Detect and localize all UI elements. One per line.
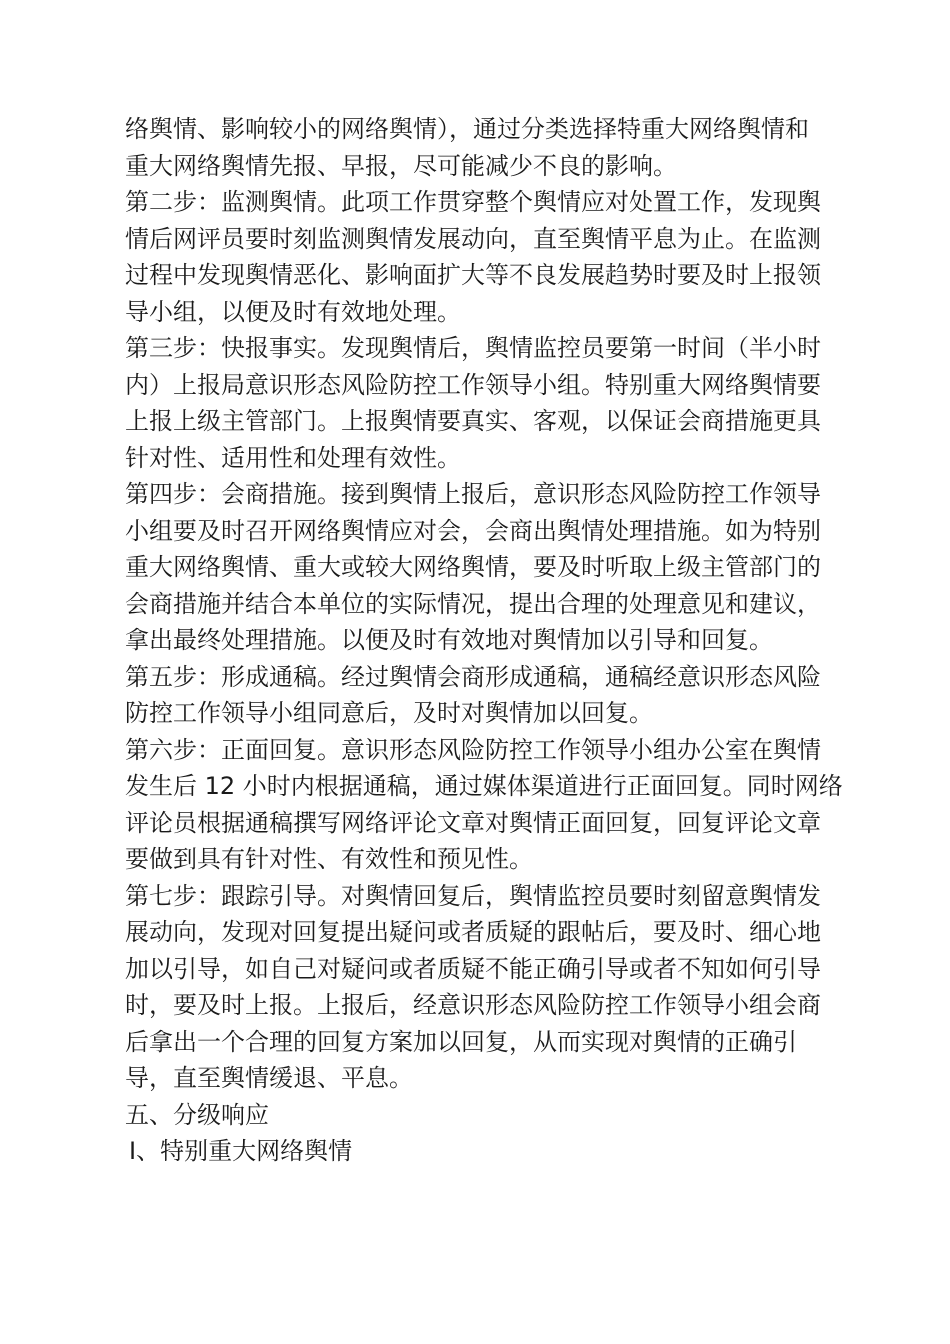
document-body	[125, 111, 843, 1170]
text-line: 第七步：跟踪引导。对舆情回复后，舆情监控员要时刻留意舆情发	[125, 881, 821, 910]
text-line: 时，要及时上报。上报后，经意识形态风险防控工作领导小组会商	[125, 991, 821, 1019]
text-line: 加以引导，如自己对疑问或者质疑不能正确引导或者不知如何引导	[125, 954, 821, 983]
text-line: 重大网络舆情、重大或较大网络舆情，要及时听取上级主管部门的	[125, 553, 821, 581]
subsection-heading: Ⅰ、特别重大网络舆情	[129, 1137, 353, 1165]
text-line: 展动向，发现对回复提出疑问或者质疑的跟帖后，要及时、细心地	[125, 918, 821, 946]
text-line: 拿出最终处理措施。以便及时有效地对舆情加以引导和回复。	[125, 626, 773, 654]
text-line: 第四步：会商措施。接到舆情上报后，意识形态风险防控工作领导	[125, 480, 821, 508]
text-line: 内）上报局意识形态风险防控工作领导小组。特别重大网络舆情要	[125, 370, 821, 399]
text-line: 第五步：形成通稿。经过舆情会商形成通稿，通稿经意识形态风险	[125, 662, 821, 691]
text-line: 络舆情、影响较小的网络舆情），通过分类选择特重大网络舆情和	[125, 115, 809, 143]
text-line: 发生后 12 小时内根据通稿，通过媒体渠道进行正面回复。同时网络	[125, 772, 843, 800]
text-line: 第六步：正面回复。意识形态风险防控工作领导小组办公室在舆情	[125, 735, 821, 764]
text-line: 防控工作领导小组同意后，及时对舆情加以回复。	[125, 699, 653, 727]
text-line: 导小组，以便及时有效地处理。	[125, 297, 461, 326]
text-line: 导，直至舆情缓退、平息。	[125, 1064, 413, 1092]
text-line: 情后网评员要时刻监测舆情发展动向，直至舆情平息为止。在监测	[125, 224, 821, 253]
text-line: 第二步：监测舆情。此项工作贯穿整个舆情应对处置工作，发现舆	[125, 188, 821, 216]
text-line: 评论员根据通稿撰写网络评论文章对舆情正面回复，回复评论文章	[125, 808, 821, 837]
text-line: 后拿出一个合理的回复方案加以回复，从而实现对舆情的正确引	[125, 1027, 797, 1056]
text-line: 要做到具有针对性、有效性和预见性。	[125, 845, 533, 873]
text-line: 针对性、适用性和处理有效性。	[125, 443, 461, 472]
text-line: 小组要及时召开网络舆情应对会，会商出舆情处理措施。如为特别	[125, 516, 821, 545]
text-line: 第三步：快报事实。发现舆情后，舆情监控员要第一时间（半小时	[125, 334, 821, 362]
text-line: 过程中发现舆情恶化、影响面扩大等不良发展趋势时要及时上报领	[125, 261, 821, 289]
text-line: 会商措施并结合本单位的实际情况，提出合理的处理意见和建议，	[125, 589, 821, 618]
section-heading: 五、分级响应	[125, 1100, 269, 1129]
text-line: 重大网络舆情先报、早报，尽可能减少不良的影响。	[125, 151, 677, 180]
text-line: 上报上级主管部门。上报舆情要真实、客观，以保证会商措施更具	[125, 407, 821, 435]
